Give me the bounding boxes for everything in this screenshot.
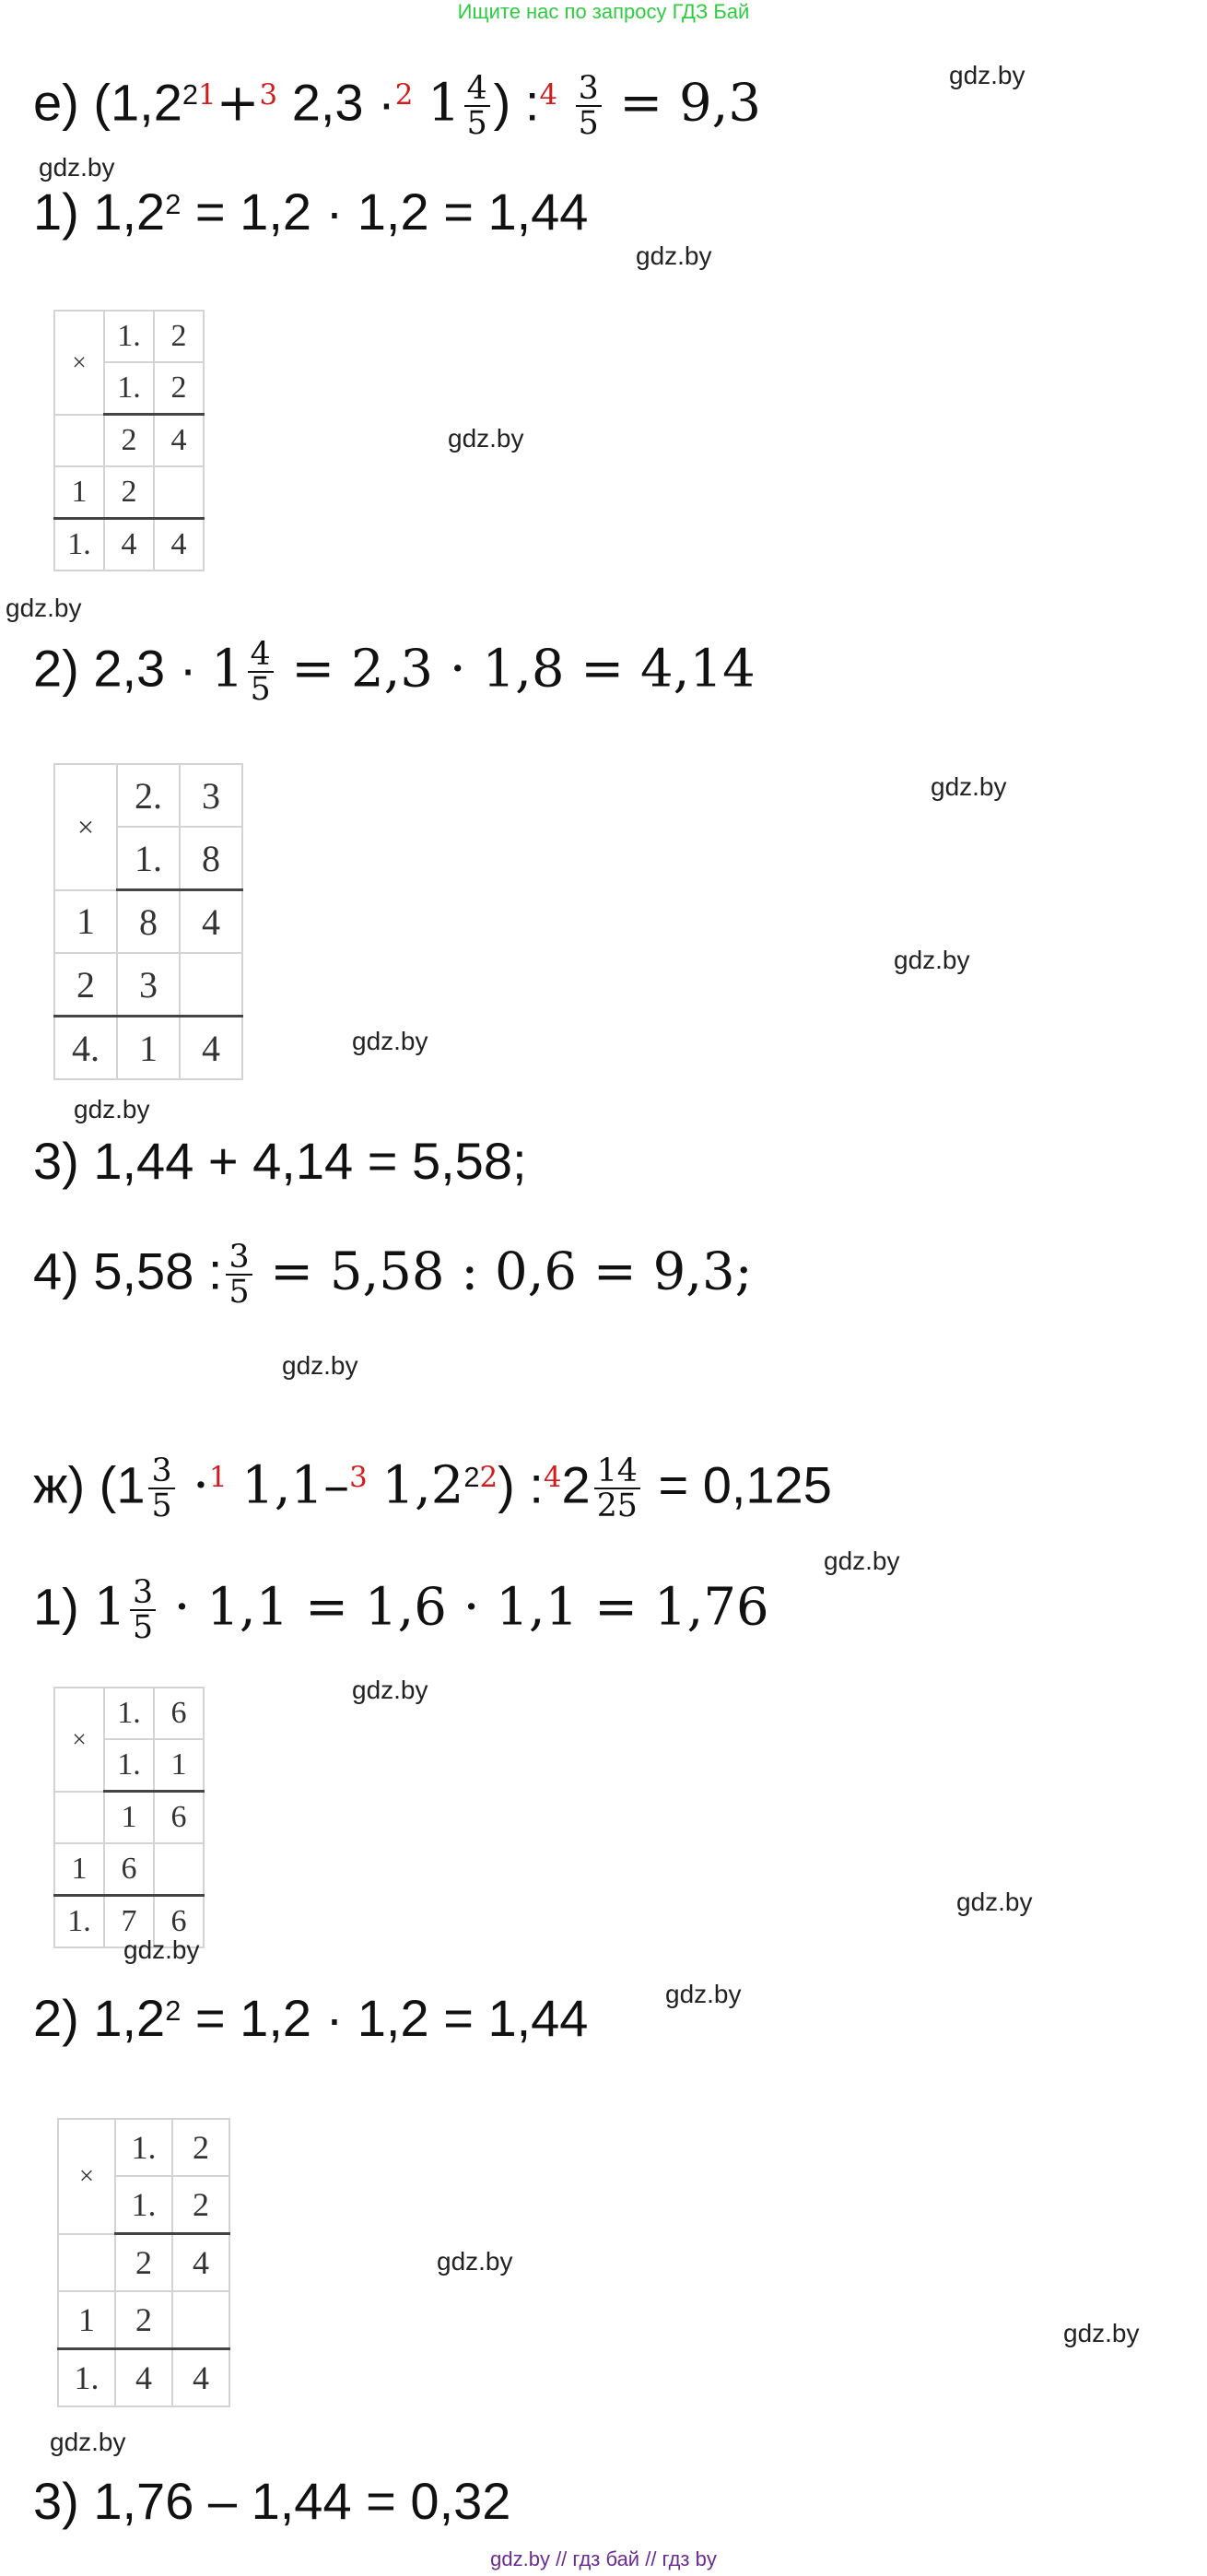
task-zh-fraction bbox=[148, 1454, 174, 1523]
table-cell: 2 bbox=[54, 953, 117, 1017]
task-zh-exponent: 2 bbox=[463, 1461, 480, 1494]
watermark: gdz.by bbox=[282, 1351, 358, 1380]
step-exponent: 2 bbox=[165, 1994, 182, 2028]
table-cell: 4 bbox=[115, 2349, 172, 2407]
table-cell: 1. bbox=[115, 2176, 172, 2234]
fraction-denominator: 25 bbox=[594, 1488, 640, 1523]
task-zh-mid: 1,1– bbox=[241, 1455, 350, 1516]
table-cell: 1. bbox=[54, 1896, 104, 1948]
task-zh-label: ж) (1 bbox=[33, 1455, 146, 1514]
table-cell bbox=[54, 415, 104, 467]
table-cell: 4 bbox=[180, 1017, 242, 1080]
table-cell: 1. bbox=[115, 2119, 172, 2176]
watermark: gdz.by bbox=[39, 153, 115, 182]
task-zh-step-3: 3) 1,76 – 1,44 = 0,32 bbox=[33, 2472, 511, 2530]
task-e-divide: ) : bbox=[493, 73, 540, 132]
task-e-step-1 bbox=[33, 182, 589, 241]
table-cell: 1. bbox=[104, 1739, 154, 1792]
table-cell: 2 bbox=[154, 311, 204, 362]
task-zh-power-base: 1,2 bbox=[381, 1455, 464, 1516]
table-cell: 1. bbox=[104, 1688, 154, 1739]
table-cell: 4 bbox=[172, 2234, 229, 2292]
fraction-numerator: 4 bbox=[250, 636, 271, 673]
table-cell: 1. bbox=[104, 311, 154, 362]
watermark: gdz.by bbox=[437, 2247, 513, 2276]
task-e-order-1: 1 bbox=[198, 78, 217, 112]
task-e-mid: 2,3 · bbox=[291, 73, 395, 132]
task-zh-step-2 bbox=[33, 1989, 589, 2047]
task-zh-order-3: 3 bbox=[349, 1461, 368, 1495]
task-zh-step-1 bbox=[33, 1576, 769, 1645]
watermark: gdz.by bbox=[931, 772, 1007, 801]
watermark: gdz.by bbox=[824, 1547, 900, 1575]
fraction-numerator: 4 bbox=[466, 70, 487, 107]
multiplication-table-e-1 bbox=[53, 310, 205, 571]
table-cell bbox=[54, 1792, 104, 1844]
task-zh-order-1: 1 bbox=[208, 1461, 228, 1495]
step-mixed-whole: 1 bbox=[210, 639, 244, 700]
multiply-sign: × bbox=[58, 2119, 115, 2234]
task-e-fraction bbox=[464, 72, 490, 141]
table-cell: 4 bbox=[154, 519, 204, 571]
table-cell: 1. bbox=[117, 827, 180, 890]
fraction-denominator: 5 bbox=[576, 105, 602, 140]
table-cell: 6 bbox=[104, 1843, 154, 1896]
watermark: gdz.by bbox=[352, 1676, 428, 1704]
table-cell: 2 bbox=[172, 2176, 229, 2234]
table-cell: 1 bbox=[104, 1792, 154, 1844]
task-e-exponent: 2 bbox=[182, 78, 198, 112]
watermark: gdz.by bbox=[949, 61, 1025, 89]
task-zh-dot: · bbox=[193, 1455, 209, 1516]
task-e-step-3: 3) 1,44 + 4,14 = 5,58; bbox=[33, 1132, 527, 1190]
watermark: gdz.by bbox=[74, 1095, 150, 1123]
table-cell: 1 bbox=[54, 1843, 104, 1896]
fraction-numerator: 3 bbox=[578, 70, 599, 107]
step-text: = 5,58 : 0,6 = 9,3; bbox=[270, 1241, 753, 1302]
table-cell bbox=[58, 2234, 115, 2292]
fraction-denominator: 5 bbox=[248, 671, 274, 706]
step-exponent: 2 bbox=[165, 188, 182, 221]
task-e-order-3: 3 bbox=[259, 78, 278, 112]
table-cell: 1 bbox=[117, 1017, 180, 1080]
multiply-sign: × bbox=[54, 764, 117, 890]
watermark: gdz.by bbox=[448, 424, 524, 453]
task-e-step-2 bbox=[33, 638, 756, 707]
table-cell: 2 bbox=[115, 2291, 172, 2349]
task-e-order-2: 2 bbox=[394, 78, 414, 112]
table-cell: 4. bbox=[54, 1017, 117, 1080]
task-e-plus: + bbox=[216, 73, 260, 134]
task-e-mixed-whole: 1 bbox=[427, 73, 461, 134]
step-text: = 1,2 · 1,2 = 1,44 bbox=[194, 1989, 589, 2047]
fraction-denominator: 5 bbox=[148, 1488, 174, 1523]
multiplication-table-zh-2 bbox=[57, 2118, 230, 2407]
table-cell: 2 bbox=[104, 415, 154, 467]
step-prefix: 1) 1,2 bbox=[33, 182, 166, 241]
step-text: · 1,1 = 1,6 · 1,1 = 1,76 bbox=[173, 1577, 769, 1638]
step-fraction bbox=[248, 638, 274, 707]
step-prefix: 2) 1,2 bbox=[33, 1989, 166, 2047]
fraction-numerator: 3 bbox=[229, 1239, 250, 1276]
table-cell: 7 bbox=[104, 1896, 154, 1948]
table-cell: 2 bbox=[154, 362, 204, 415]
watermark: gdz.by bbox=[50, 2428, 126, 2456]
table-cell: 1 bbox=[154, 1739, 204, 1792]
fraction-numerator: 14 bbox=[596, 1453, 638, 1489]
watermark: gdz.by bbox=[352, 1027, 428, 1055]
table-cell: 4 bbox=[172, 2349, 229, 2407]
watermark: gdz.by bbox=[1063, 2319, 1140, 2347]
table-cell: 1 bbox=[54, 890, 117, 954]
task-e-order-4: 4 bbox=[539, 78, 558, 112]
table-cell: 4 bbox=[180, 890, 242, 954]
step-prefix: 1) bbox=[33, 1577, 79, 1636]
table-cell: 6 bbox=[154, 1688, 204, 1739]
step-mixed-whole: 1 bbox=[93, 1577, 126, 1638]
task-e-result: = 9,3 bbox=[619, 73, 762, 134]
table-cell: 2 bbox=[115, 2234, 172, 2292]
search-banner: Ищите нас по запросу ГДЗ Бай bbox=[457, 0, 750, 23]
table-cell: 6 bbox=[154, 1896, 204, 1948]
watermark: gdz.by bbox=[6, 594, 82, 622]
step-fraction bbox=[130, 1576, 156, 1645]
table-cell: 1. bbox=[58, 2349, 115, 2407]
fraction-numerator: 3 bbox=[151, 1453, 172, 1489]
table-cell: 8 bbox=[180, 827, 242, 890]
multiplication-table-e-2 bbox=[53, 763, 243, 1080]
table-cell: 6 bbox=[154, 1792, 204, 1844]
task-zh-order-2: 2 bbox=[479, 1461, 498, 1495]
step-prefix: 4) 5,58 : bbox=[33, 1241, 223, 1300]
watermark: gdz.by bbox=[894, 946, 970, 974]
table-cell bbox=[172, 2291, 229, 2349]
table-cell: 8 bbox=[117, 890, 180, 954]
multiply-sign: × bbox=[54, 311, 104, 415]
table-cell: 1 bbox=[54, 466, 104, 519]
table-cell: 2. bbox=[117, 764, 180, 827]
table-cell: 1 bbox=[58, 2291, 115, 2349]
table-cell: 2 bbox=[172, 2119, 229, 2176]
task-zh-divide: ) : bbox=[498, 1455, 544, 1514]
table-cell: 1. bbox=[104, 362, 154, 415]
task-e-label: е) (1,2 bbox=[33, 73, 182, 132]
multiply-sign: × bbox=[54, 1688, 104, 1792]
fraction-denominator: 5 bbox=[226, 1274, 252, 1309]
task-zh-divisor-fraction bbox=[594, 1454, 640, 1523]
watermark: gdz.by bbox=[956, 1888, 1033, 1916]
table-cell: 1. bbox=[54, 519, 104, 571]
table-cell: 3 bbox=[117, 953, 180, 1017]
table-cell: 3 bbox=[180, 764, 242, 827]
table-cell bbox=[154, 1843, 204, 1896]
step-text: = 2,3 · 1,8 = 4,14 bbox=[291, 639, 756, 700]
step-prefix: 2) 2,3 · bbox=[33, 639, 197, 698]
watermark: gdz.by bbox=[636, 241, 712, 270]
multiplication-table-zh-1 bbox=[53, 1687, 205, 1948]
step-text: = 1,2 · 1,2 = 1,44 bbox=[194, 182, 589, 241]
table-cell bbox=[154, 466, 204, 519]
task-zh-order-4: 4 bbox=[543, 1461, 562, 1495]
task-e-step-4 bbox=[33, 1241, 753, 1310]
step-fraction bbox=[226, 1241, 252, 1310]
watermark: gdz.by bbox=[123, 1935, 200, 1964]
task-zh-header bbox=[33, 1454, 832, 1523]
table-cell: 4 bbox=[104, 519, 154, 571]
watermark: gdz.by bbox=[665, 1980, 742, 2008]
fraction-denominator: 5 bbox=[130, 1609, 156, 1644]
table-cell bbox=[180, 953, 242, 1017]
task-e-header bbox=[33, 72, 761, 141]
task-e-divisor-fraction bbox=[576, 72, 602, 141]
table-cell: 2 bbox=[104, 466, 154, 519]
fraction-numerator: 3 bbox=[133, 1574, 154, 1611]
footer-links: gdz.by // гдз бай // гдз by bbox=[490, 2547, 717, 2570]
table-cell: 4 bbox=[154, 415, 204, 467]
task-zh-result: = 0,125 bbox=[658, 1455, 832, 1514]
fraction-denominator: 5 bbox=[464, 105, 490, 140]
task-zh-mixed-whole: 2 bbox=[561, 1455, 591, 1514]
